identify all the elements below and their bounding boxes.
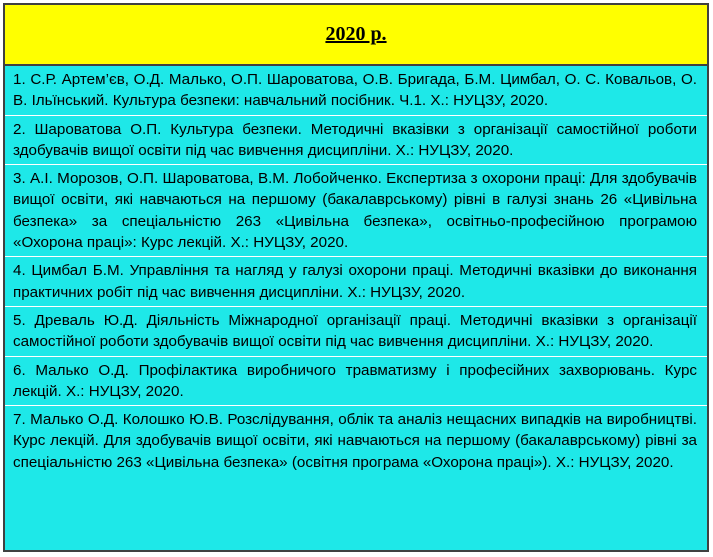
references-list [5, 66, 707, 550]
reference-item-4: 4. Цимбал Б.М. Управління та нагляд у галузі охорони праці. Методичні вказівки до виконання практичних робіт під час вивчення дисципліни. Х.: НУЦЗУ, 2020. [5, 257, 707, 307]
reference-item-1: 1. С.Р. Артем’єв, О.Д. Малько, О.П. Шароватова, О.В. Бригада, Б.М. Цимбал, О. С. Ковальов, О. В. Ільїнський. Культура безпеки: навчальний посібник. Ч.1. Х.: НУЦЗУ, 2020. [5, 66, 707, 116]
year-title: 2020 р. [325, 23, 387, 45]
header-row [5, 5, 707, 66]
reference-item-5: 5. Древаль Ю.Д. Діяльність Міжнародної організації праці. Методичні вказівки з організації самостійної роботи здобувачів вищої освіти під час вивчення дисципліни. Х.: НУЦЗУ, 2020. [5, 307, 707, 357]
reference-item-6: 6. Малько О.Д. Профілактика виробничого травматизму і професійних захворювань. Курс лекцій. Х.: НУЦЗУ, 2020. [5, 357, 707, 407]
reference-item-2: 2. Шароватова О.П. Культура безпеки. Методичні вказівки з організації самостійної роботи здобувачів вищої освіти під час вивчення дисципліни. Х.: НУЦЗУ, 2020. [5, 116, 707, 166]
references-table [3, 3, 709, 552]
reference-item-7: 7. Малько О.Д. Колошко Ю.В. Розслідування, облік та аналіз нещасних випадків на виробництві. Курс лекцій. Для здобувачів вищої освіти, які навчаються на першому (бакалаврському) рівні за спеціальністю 263 «Цивільна безпека» (освітня програма «Охорона праці»). Х.: НУЦЗУ, 2020. [13, 411, 697, 471]
reference-item-3: 3. А.І. Морозов, О.П. Шароватова, В.М. Лобойченко. Експертиза з охорони праці: Для здобувачів вищої освіти, які навчаються на першому (бакалаврському) рівні в галузі знань 26 «Цивільна безпека» за спеціальністю 263 «Цивільна безпека», освітньо-професійною програмою «Охорона праці»: Курс лекцій. Х.: НУЦЗУ, 2020. [5, 165, 707, 257]
